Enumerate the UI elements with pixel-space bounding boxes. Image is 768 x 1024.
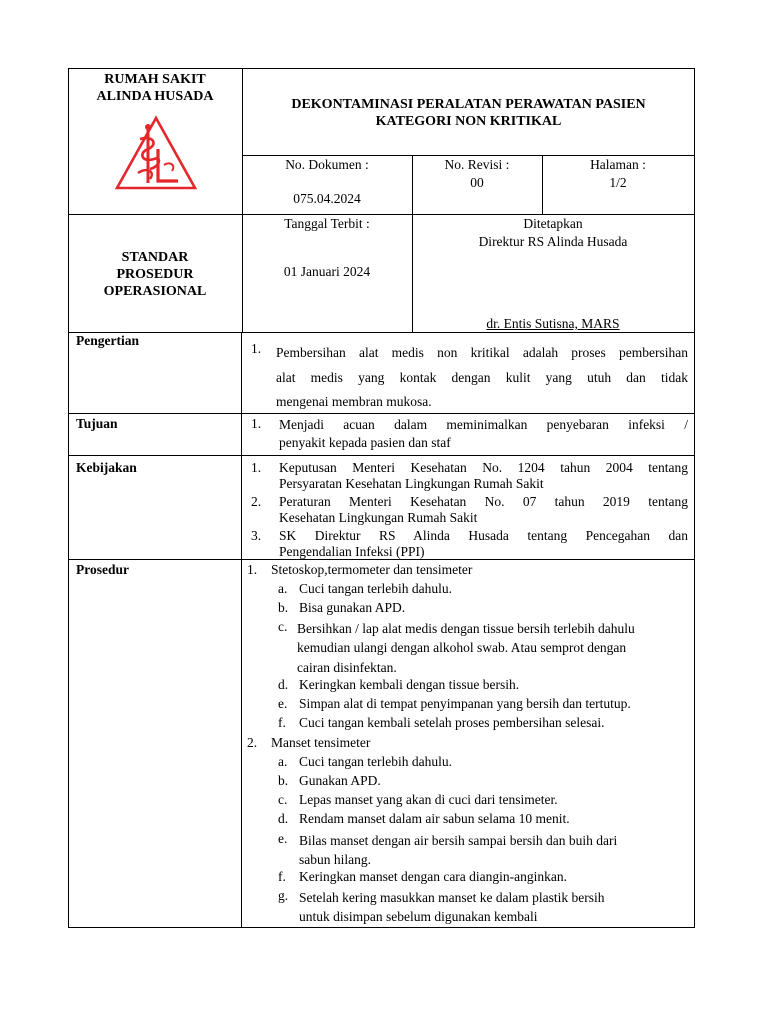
step-letter: f.: [278, 715, 286, 730]
step-text: Gunakan APD.: [299, 773, 381, 788]
step-letter: e.: [278, 831, 288, 846]
page-label: Halaman :: [590, 157, 646, 172]
tujuan-text: [279, 416, 688, 451]
pengertian-number: 1.: [251, 341, 262, 356]
step-letter: f.: [278, 869, 286, 884]
document-title-line2: KATEGORI NON KRITIKAL: [375, 114, 562, 129]
kebijakan-item: [279, 528, 688, 560]
step-line: sabun hilang.: [299, 852, 371, 867]
step-text: Lepas manset yang akan di cuci dari tensimeter.: [299, 792, 558, 807]
prosedur-group-number: 1.: [247, 562, 258, 577]
doc-number-value: 075.04.2024: [293, 191, 361, 206]
step-text: Cuci tangan terlebih dahulu.: [299, 754, 452, 769]
table-border-top: [68, 68, 695, 69]
sop-row-divider: [68, 332, 695, 333]
tujuan-label: Tujuan: [76, 416, 118, 431]
table-border-bottom: [68, 927, 695, 928]
kebijakan-line: Peraturan Menteri Kesehatan No. 07 tahun 2019 tentang: [279, 494, 688, 509]
kebijakan-number: 3.: [251, 528, 262, 543]
step-text: [299, 831, 617, 869]
kebijakan-item: [279, 460, 688, 492]
step-text: [297, 619, 635, 677]
approval-role: Direktur RS Alinda Husada: [478, 234, 628, 249]
issue-date-value: 01 Januari 2024: [283, 264, 371, 279]
step-letter: e.: [278, 696, 288, 711]
approval-label: Ditetapkan: [523, 216, 583, 231]
sop-label-line3: OPERASIONAL: [103, 284, 207, 299]
pengertian-line: alat medis yang kontak dengan kulit yang utuh dan tidak: [276, 369, 688, 385]
kebijakan-number: 2.: [251, 494, 262, 509]
step-letter: c.: [278, 792, 288, 807]
step-line: untuk disimpan sebelum digunakan kembali: [299, 909, 538, 924]
kebijakan-item: [279, 494, 688, 526]
step-text: Cuci tangan kembali setelah proses pembersihan selesai.: [299, 715, 605, 730]
approval-cell: [412, 215, 694, 251]
issue-date-cell: [242, 215, 412, 281]
step-line: Bersihkan / lap alat medis dengan tissue bersih terlebih dahulu: [297, 621, 635, 636]
hospital-name-line1: RUMAH SAKIT: [104, 72, 206, 87]
kebijakan-line: Keputusan Menteri Kesehatan No. 1204 tahun 2004 tentang: [279, 460, 688, 475]
prosedur-group-title: Stetoskop,termometer dan tensimeter: [271, 562, 473, 577]
kebijakan-line: Persyaratan Kesehatan Lingkungan Rumah Sakit: [279, 476, 544, 491]
table-border-left: [68, 68, 69, 928]
sop-label-line2: PROSEDUR: [116, 267, 194, 282]
prosedur-label: Prosedur: [76, 562, 129, 577]
document-title: [242, 96, 695, 130]
hospital-name-line2: ALINDA HUSADA: [96, 89, 214, 104]
step-letter: g.: [278, 888, 289, 903]
step-letter: b.: [278, 773, 289, 788]
pengertian-line: mengenai membran mukosa.: [276, 394, 432, 409]
prosedur-group-number: 2.: [247, 735, 258, 750]
step-text: Simpan alat di tempat penyimpanan yang bersih dan tertutup.: [299, 696, 631, 711]
step-letter: d.: [278, 811, 289, 826]
document-title-line1: DEKONTAMINASI PERALATAN PERAWATAN PASIEN: [291, 97, 646, 112]
step-line: Setelah kering masukkan manset ke dalam plastik bersih: [299, 890, 605, 905]
tujuan-line: Menjadi acuan dalam meminimalkan penyebaran infeksi /: [279, 417, 688, 432]
step-letter: a.: [278, 581, 288, 596]
revision-cell: [412, 156, 542, 192]
doc-number-cell: [242, 156, 412, 208]
hospital-logo: [114, 115, 198, 191]
kebijakan-label: Kebijakan: [76, 460, 137, 475]
sop-label-line1: STANDAR: [121, 250, 189, 265]
tujuan-number: 1.: [251, 416, 262, 431]
step-text: Keringkan kembali dengan tissue bersih.: [299, 677, 520, 692]
step-text: Bisa gunakan APD.: [299, 600, 406, 615]
revision-value: 00: [470, 175, 484, 190]
issue-date-label: Tanggal Terbit :: [284, 216, 370, 231]
revision-label: No. Revisi :: [444, 157, 510, 172]
step-text: Rendam manset dalam air sabun selama 10 menit.: [299, 811, 570, 826]
step-line: kemudian ulangi dengan alkohol swab. Atau semprot dengan: [297, 640, 627, 656]
hospital-name: [68, 71, 242, 105]
step-line: cairan disinfektan.: [297, 659, 397, 675]
kebijakan-line: Kesehatan Lingkungan Rumah Sakit: [279, 510, 478, 525]
step-letter: a.: [278, 754, 288, 769]
step-letter: b.: [278, 600, 289, 615]
doc-number-label: No. Dokumen :: [285, 157, 369, 172]
pengertian-text: [276, 341, 688, 415]
step-letter: d.: [278, 677, 289, 692]
pengertian-line: Pembersihan alat medis non kritikal adalah proses pembersihan: [276, 345, 688, 360]
step-line: Bilas manset dengan air bersih sampai bersih dan buih dari: [299, 833, 618, 848]
sop-label: [68, 249, 242, 300]
step-text: [299, 888, 605, 926]
caduceus-triangle-logo-icon: [114, 115, 198, 191]
kebijakan-line: SK Direktur RS Alinda Husada tentang Pencegahan dan: [279, 528, 688, 543]
kebijakan-number: 1.: [251, 460, 262, 475]
pengertian-label: Pengertian: [76, 333, 139, 348]
page-cell: [542, 156, 694, 192]
step-text: Cuci tangan terlebih dahulu.: [299, 581, 452, 596]
section-col-divider: [241, 332, 242, 928]
director-name: dr. Entis Sutisna, MARS: [486, 316, 620, 331]
tujuan-divider: [68, 455, 695, 456]
step-letter: c.: [278, 619, 288, 634]
table-border-right: [694, 68, 695, 928]
tujuan-line: penyakit kepada pasien dan staf: [279, 434, 451, 450]
prosedur-group-title: Manset tensimeter: [271, 735, 371, 750]
step-text: Keringkan manset dengan cara diangin-anginkan.: [299, 869, 568, 884]
kebijakan-line: Pengendalian Infeksi (PPI): [279, 544, 425, 559]
page-value: 1/2: [609, 175, 627, 190]
